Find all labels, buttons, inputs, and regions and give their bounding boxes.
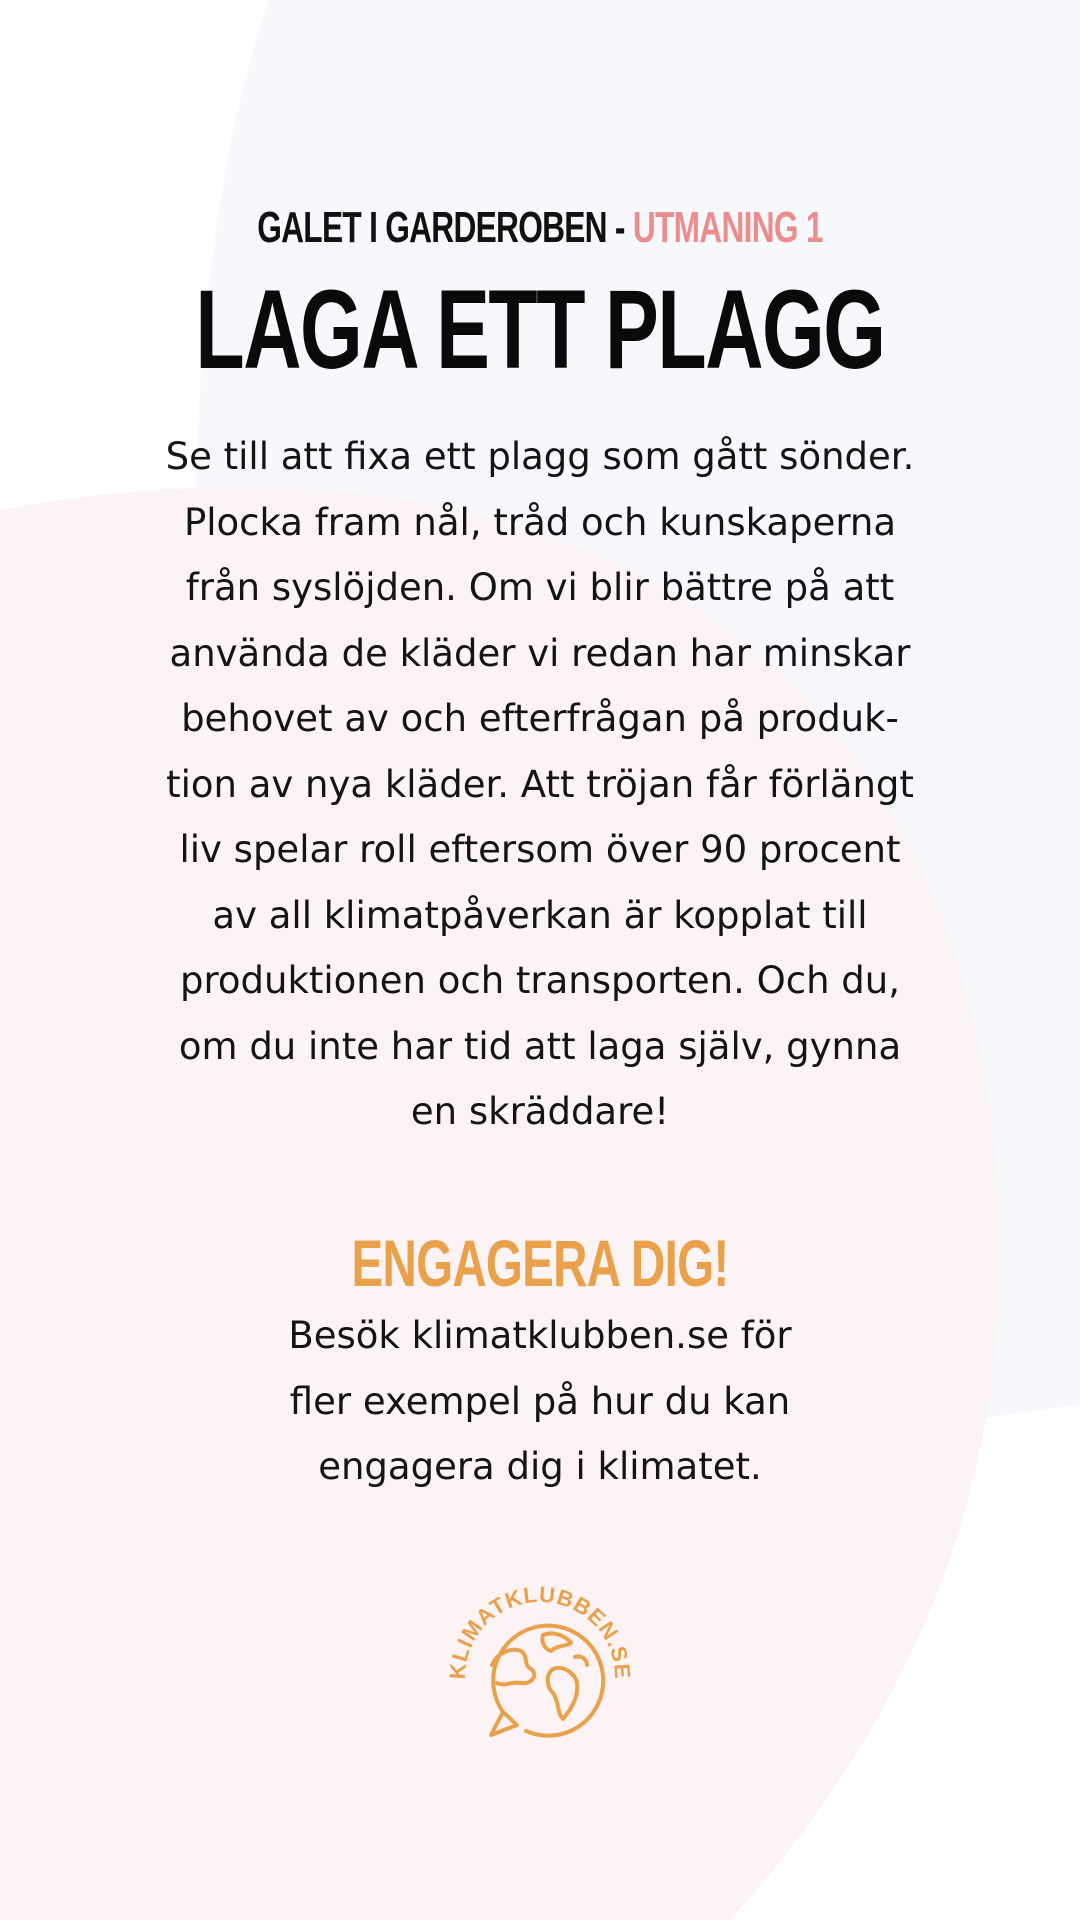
description-line: Plocka fram nål, tråd och kunskaperna [183,500,897,544]
kicker-challenge-number: UTMANING 1 [632,203,823,252]
challenge-kicker [151,200,929,256]
description-line: Se till att fixa ett plagg som gått sönder. [165,435,915,478]
cta-text [240,1303,840,1500]
kicker-series-name: GALET I GARDEROBEN - [257,203,625,252]
globe-speech-bubble-icon [491,1626,603,1736]
cta-heading: ENGAGERA DIG! [351,1226,729,1300]
cta-line: Besök klimatklubben.se för [288,1314,792,1357]
description-line: tion av nya kläder. Att tröjan får förlängt [166,762,914,806]
logo-text: KLIMATKLUBBEN.SE [444,1581,636,1681]
cta-line: engagera dig i klimatet. [318,1445,762,1488]
description-line: behovet av och efterfrågan på produk- [181,697,899,740]
description-line: av all klimatpåverkan är kopplat till [212,893,868,937]
description-line: från syslöjden. Om vi blir bättre på att [185,566,895,609]
description-line: om du inte har tid att laga själv, gynna [178,1024,902,1068]
challenge-description [110,424,970,1145]
description-line: en skräddare! [410,1090,670,1133]
description-line: produktionen och transporten. Och du, [179,959,900,1002]
page-title: LAGA ETT PLAGG [195,267,885,392]
description-line: använda de kläder vi redan har minskar [169,631,911,675]
description-line: liv spelar roll eftersom över 90 procent [179,828,901,871]
klimatklubben-logo [425,1565,655,1755]
cta-line: fler exempel på hur du kan [289,1379,791,1423]
